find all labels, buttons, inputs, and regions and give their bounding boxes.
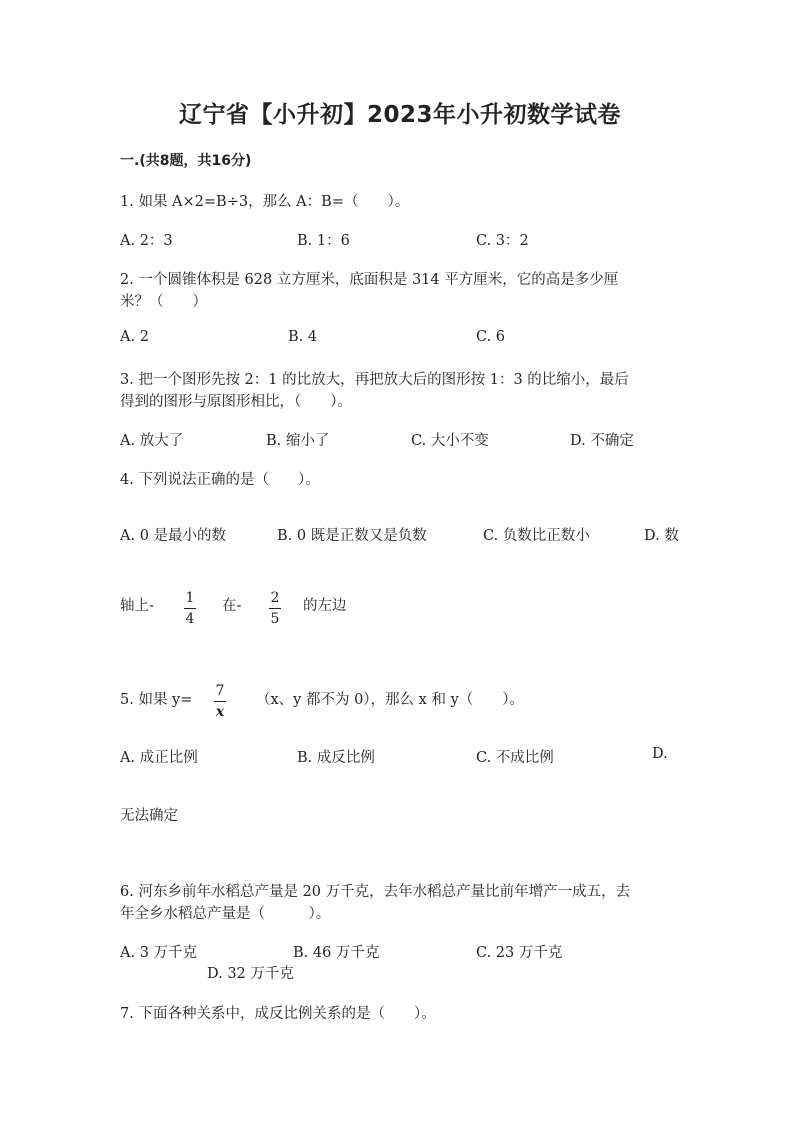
q4-option-d: D. 数 xyxy=(644,528,679,544)
q4-option-d-cont-mid: 在- xyxy=(222,598,242,614)
fraction-bar xyxy=(269,608,281,609)
q2-option-c: C. 6 xyxy=(476,329,506,345)
fraction-denominator: x xyxy=(215,704,225,720)
q4-option-d-cont-prefix: 轴上- xyxy=(120,598,154,614)
question-2-line2: 米？（ ） xyxy=(120,294,207,310)
q4-option-a: A. 0 是最小的数 xyxy=(120,528,227,544)
q1-option-c: C. 3：2 xyxy=(476,233,529,249)
fraction-bar xyxy=(214,701,226,702)
q5-option-d: D. xyxy=(652,746,668,762)
question-6-line2: 年全乡水稻总产量是（ ）。 xyxy=(120,906,331,922)
fraction-one-quarter xyxy=(184,590,196,627)
q2-option-b: B. 4 xyxy=(288,329,318,345)
question-7-text: 7. 下面各种关系中，成反比例关系的是（ ）。 xyxy=(120,1006,436,1022)
q5-option-b: B. 成反比例 xyxy=(297,750,375,766)
question-2-line1: 2. 一个圆锥体积是 628 立方厘米，底面积是 314 平方厘米，它的高是多少厘 xyxy=(120,272,619,288)
fraction-numerator: 1 xyxy=(185,590,195,606)
fraction-denominator: 4 xyxy=(185,611,195,627)
question-5-prefix: 5. 如果 y= xyxy=(120,692,193,708)
q3-option-c: C. 大小不变 xyxy=(411,433,489,449)
q2-option-a: A. 2 xyxy=(120,329,149,345)
fraction-seven-over-x xyxy=(214,683,226,720)
question-4-text: 4. 下列说法正确的是（ ）。 xyxy=(120,472,320,488)
q5-option-c: C. 不成比例 xyxy=(476,750,554,766)
q6-option-b: B. 46 万千克 xyxy=(293,945,380,961)
question-3-line1: 3. 把一个图形先按 2：1 的比放大，再把放大后的图形按 1：3 的比缩小，最后 xyxy=(120,372,629,388)
q5-option-a: A. 成正比例 xyxy=(120,750,198,766)
q6-option-d: D. 32 万千克 xyxy=(207,966,294,982)
q4-option-b: B. 0 既是正数又是负数 xyxy=(277,528,427,544)
q3-option-d: D. 不确定 xyxy=(570,433,634,449)
q6-option-c: C. 23 万千克 xyxy=(476,945,563,961)
section-header: 一.(共8题，共16分) xyxy=(120,153,252,169)
fraction-numerator: 2 xyxy=(270,590,280,606)
q4-option-d-cont-suffix: 的左边 xyxy=(303,598,347,614)
question-3-line2: 得到的图形与原图形相比，（ ）。 xyxy=(120,394,352,410)
fraction-denominator: 5 xyxy=(270,611,280,627)
page-title: 辽宁省【小升初】2023年小升初数学试卷 xyxy=(178,102,621,128)
q1-option-a: A. 2：3 xyxy=(120,233,173,249)
q4-option-c: C. 负数比正数小 xyxy=(483,528,590,544)
fraction-two-fifths xyxy=(269,590,281,627)
question-5-suffix: （x、y 都不为 0），那么 x 和 y（ ）。 xyxy=(256,692,525,708)
q3-option-b: B. 缩小了 xyxy=(266,433,330,449)
q1-option-b: B. 1：6 xyxy=(297,233,350,249)
fraction-numerator: 7 xyxy=(215,683,225,699)
q5-option-d-cont: 无法确定 xyxy=(120,808,178,824)
q6-option-a: A. 3 万千克 xyxy=(120,945,198,961)
question-1-text: 1. 如果 A×2=B÷3，那么 A：B=（ ）。 xyxy=(120,194,410,210)
q3-option-a: A. 放大了 xyxy=(120,433,184,449)
question-6-line1: 6. 河东乡前年水稻总产量是 20 万千克，去年水稻总产量比前年增产一成五，去 xyxy=(120,884,631,900)
fraction-bar xyxy=(184,608,196,609)
